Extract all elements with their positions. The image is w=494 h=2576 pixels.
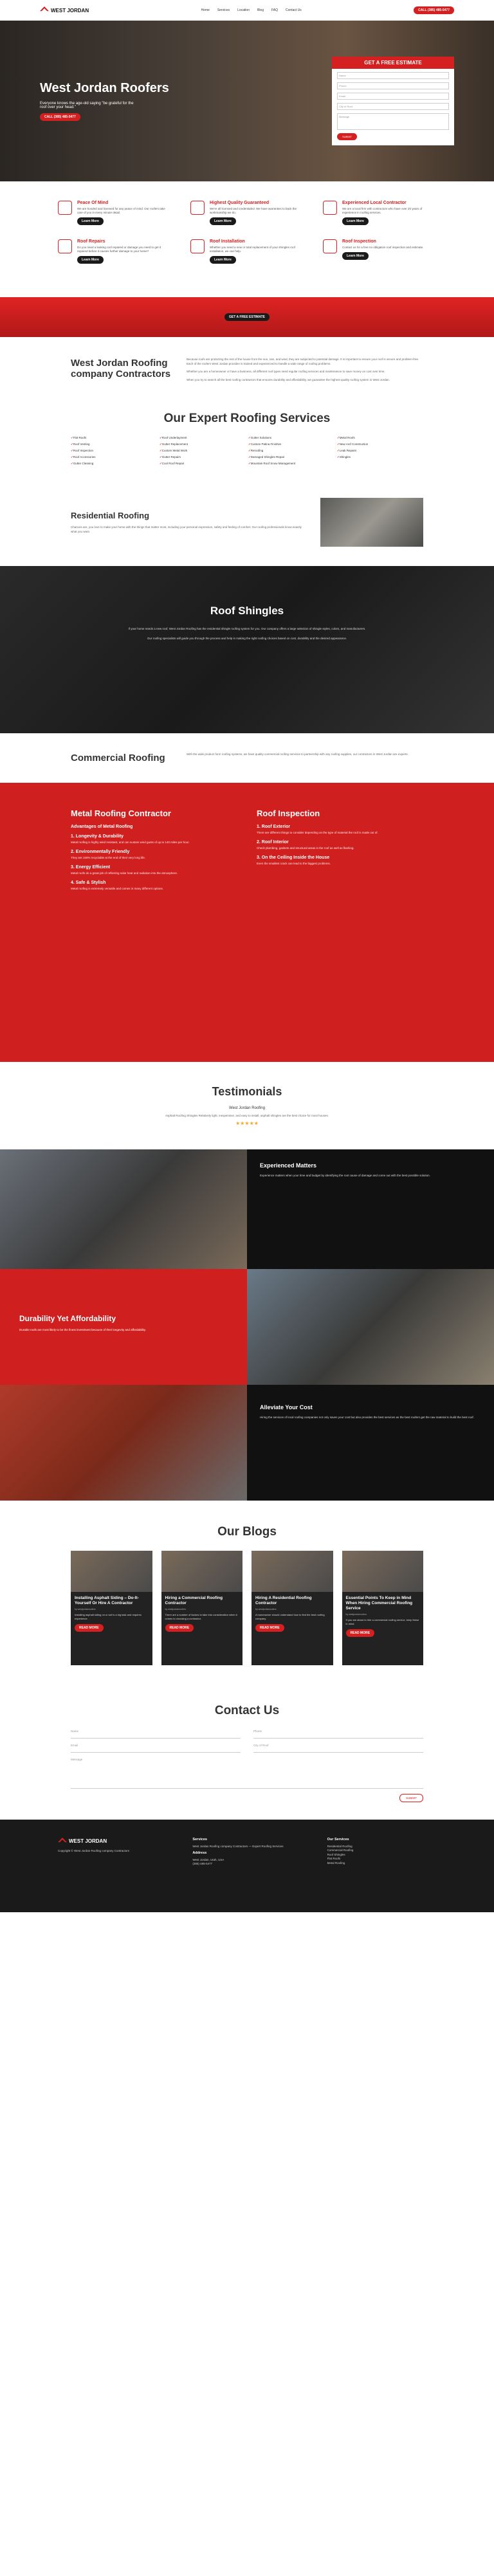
learn-more-button[interactable]: Learn More <box>342 217 369 225</box>
contact-city-field[interactable]: City of Roof <box>253 1744 423 1753</box>
service-item: ✓ Roof Venting <box>71 443 157 446</box>
name-field[interactable]: Name <box>337 72 449 79</box>
commercial-section: Commercial Roofing With the wide product form roofing systems, we have quality commercial roofing services to partnership with any roofing supplies, our contractors in West Jordan are experts. <box>71 753 408 763</box>
intro-title: West Jordan Roofing company Contractors <box>71 358 171 379</box>
intro-section: West Jordan Roofing company Contractors Because roofs are protecting the rest of the house from the sun, rain, and wind, they are subjected to potential damage. It is important to ensure your roof is secure and problem-free. Each of the roofers West Jordan provides is trained and experienced to handle a wide range of roofing problems. Whether you are a homeowner or have a business, all different roof types need regular roofing services and maintenance to save money on cost over time. When you try to search all the best roofing contractors that ensures durability and affordability, we guarantee the highest quality roofing system in West Jordan. <box>0 351 494 405</box>
service-item: ✓ Damaged Shingles Repair <box>248 455 334 459</box>
learn-more-button[interactable]: Learn More <box>210 256 236 264</box>
worker-icon <box>323 201 337 215</box>
hero-title: West Jordan Roofers <box>40 81 169 95</box>
form-title: GET A FREE ESTIMATE <box>332 57 454 69</box>
services-title: Our Expert Roofing Services <box>163 412 331 425</box>
services-section <box>0 405 494 485</box>
read-more-button[interactable]: READ MORE <box>75 1624 104 1632</box>
logo[interactable] <box>40 6 89 14</box>
footer: WEST JORDAN Copyright © West Jordan Roofing company Contractors Services West Jordan Roofing company Contractors — Expert Roofing Services Address West Jordan, Utah, USA (385) 485-5477 Our Services Residential Roofing Commercial Roofing Roof Shingles Flat Roofs Metal Roofing <box>0 1820 494 1912</box>
nav-home[interactable]: Home <box>201 8 210 12</box>
contact-submit-button[interactable]: SUBMIT <box>399 1794 423 1802</box>
phone-field[interactable]: Phone <box>337 82 449 89</box>
blogs-section: Our Blogs Installing Asphalt Siding – Do-It-Yourself Or Hire A Contractor by westjordanroofers Installing asphalt siding on a roof is a big task and requires experience. READ MORE Hiring a Commercial Roofing Contractor by westjordanroofers There are a number of factors to take into consideration when it comes to choosing a contractor. READ MORE Hiring A Residential Roofing Contractor by westjordanroofers A homeowner should understand how to find the best roofing company. READ MORE Essential Points To Keep in Mind When Hiring Commercial Roofing Service by westjordanroofers If you are about to hire a commercial roofing service, keep these in mind. READ MORE <box>0 1501 494 1691</box>
main-nav <box>201 8 302 12</box>
service-item: ✓ Custom Metal Work <box>160 449 246 453</box>
read-more-button[interactable]: READ MORE <box>255 1624 284 1632</box>
service-item: ✓ Mountain Roof Snow Management <box>248 462 334 466</box>
testimonials-section: Testimonials West Jordan Roofing Asphalt Roofing Shingles Relatively light, inexpensive, and easy to install, asphalt shingles are the best choice for most houses. ★★★★★ <box>0 1062 494 1149</box>
brand-name: WEST JORDAN <box>51 7 89 14</box>
roofer-image <box>0 1149 247 1269</box>
read-more-button[interactable]: READ MORE <box>346 1629 375 1637</box>
blog-card[interactable]: Hiring A Residential Roofing Contractor by westjordanroofers A homeowner should understand how to find the best roofing company. READ MORE <box>252 1551 333 1665</box>
roof-logo-icon <box>40 6 49 14</box>
service-item: ✓ Gutter Replacement <box>160 443 246 446</box>
alleviate-section: Alleviate Your Cost Hiring the services of local roofing companies not only saves your cost but also provides the best services as the best roofers get the raw material to build the best roof. <box>0 1385 494 1501</box>
roof-logo-icon <box>58 1838 67 1845</box>
blog-card[interactable]: Hiring a Commercial Roofing Contractor by westjordanroofers There are a number of factors to take into consideration when it comes to choosing a contractor. READ MORE <box>161 1551 243 1665</box>
learn-more-button[interactable]: Learn More <box>210 217 236 225</box>
metal-inspection-section: Metal Roofing Contractor Advantages of Metal Roofing 1. Longevity & Durability Metal roofing is highly wind resistant, and can sustain wind gusts of up to 140 miles per hour. 2. Environmentally Friendly They are 100% recyclable at the end of their very long life. 3. Energy Efficient Metal roofs do a great job of reflecting solar heat and radiation into the atmosphere. 4. Safe & Stylish Metal roofing is extremely versatile and comes in many different options. Roof Inspection 1. Roof Exterior There are different things to consider depending on the type of material the roof is made out of. 2. Roof Interior Check plumbing, gaskets and structural areas in the roof as well as flashing. 3. On the Ceiling Inside the House Even the smallest crack can lead to the biggest problems. <box>0 783 494 1062</box>
nav-faq[interactable]: FAQ <box>271 8 279 12</box>
durability-section: Durability Yet Affordability Durable roofs are most likely to be the finest investment because of their longevity and affordability. <box>0 1269 494 1385</box>
blog-card[interactable]: Installing Asphalt Siding – Do-It-Yourself Or Hire A Contractor by westjordanroofers Installing asphalt siding on a roof is a big task and requires experience. READ MORE <box>71 1551 152 1665</box>
ladder-image <box>247 1269 494 1385</box>
feature-item: Roof Installation Whether you need a new or total replacement of your shingles roof installation, we can help. Learn More <box>190 239 304 264</box>
blog-card[interactable]: Essential Points To Keep in Mind When Hiring Commercial Roofing Service by westjordanroofers If you are about to hire a commercial roofing service, keep these in mind. READ MORE <box>342 1551 424 1665</box>
feature-item: Highest Quality Guaranteed We're all licensed and credentialed. We have warranties to back the workmanship we do. Learn More <box>190 201 304 225</box>
nav-location[interactable]: Location <box>237 8 250 12</box>
badge-icon <box>190 201 205 215</box>
learn-more-button[interactable]: Learn More <box>77 256 104 264</box>
residential-image <box>320 498 423 547</box>
house-icon <box>190 239 205 253</box>
service-item: ✓ Custom Patina Finishes <box>248 443 334 446</box>
rating-stars: ★★★★★ <box>235 1120 259 1126</box>
hero-subtitle: Everyone knows the age-old saying "be grateful for the roof over your head." <box>40 102 134 109</box>
contact-phone-field[interactable]: Phone <box>253 1730 423 1739</box>
feature-item: Experienced Local Contractor We are a local firm with contractors who have over 20 years of experience in roofing services. Learn More <box>323 201 436 225</box>
call-button[interactable]: CALL (385) 485-5477 <box>414 6 454 14</box>
features <box>0 181 494 283</box>
nav-services[interactable]: Services <box>217 8 230 12</box>
footer-link[interactable]: Commercial Roofing <box>327 1849 354 1852</box>
message-field[interactable]: Message <box>337 113 449 130</box>
shield-icon <box>58 201 72 215</box>
city-field[interactable]: City of Roof <box>337 103 449 110</box>
footer-link[interactable]: Flat Roofs <box>327 1857 341 1860</box>
hero <box>0 21 494 181</box>
hero-call-button[interactable]: CALL (385) 485-5477 <box>40 113 80 121</box>
service-item: ✓ Gutter Solutions <box>248 436 334 440</box>
learn-more-button[interactable]: Learn More <box>77 217 104 225</box>
email-field[interactable]: Email <box>337 93 449 100</box>
submit-button[interactable]: SUBMIT <box>337 133 357 140</box>
service-item: ✓ Reroofing <box>248 449 334 453</box>
contact-email-field[interactable]: Email <box>71 1744 241 1753</box>
footer-link[interactable]: Roof Shingles <box>327 1852 345 1856</box>
service-item: ✓ Gutter Cleaning <box>71 462 157 466</box>
service-item: ✓ Shingles <box>337 455 423 459</box>
contact-message-field[interactable]: Message <box>71 1758 423 1789</box>
estimate-form <box>332 57 454 145</box>
contact-section: Contact Us Name Phone Email City of Roof Message SUBMIT <box>0 1691 494 1820</box>
footer-link[interactable]: Metal Roofing <box>327 1861 345 1865</box>
service-item: ✓ Flat Roofs <box>71 436 157 440</box>
estimate-banner <box>0 297 494 337</box>
feature-item: Roof Repairs Do you need a leaking roof repaired or damage you need to get it repaired before it causes further damage to your home? Learn More <box>58 239 171 264</box>
nav-blog[interactable]: Blog <box>257 8 264 12</box>
service-item: ✓ Roof Inspection <box>71 449 157 453</box>
contact-name-field[interactable]: Name <box>71 1730 241 1739</box>
banner-estimate-button[interactable]: GET A FREE ESTIMATE <box>224 313 270 321</box>
shingles-section: Roof Shingles If your home needs a new roof, West Jordan Roofing has the residential shingle roofing system for you. Our company offers a large selection of shingle styles, colors, and manufacturers. Our roofing specialists will guide you through the process and help in making the right roofing choices based on cost, durability and the desired appearance. <box>0 566 494 733</box>
feature-item: Peace Of Mind We are bonded and licensed for any peace of mind. Our roofers take care of you in every minute detail. Learn More <box>58 201 171 225</box>
service-item: ✓ Cool Roof Repair <box>160 462 246 466</box>
experienced-section: Experienced Matters Experience matters when your time and budget by identifying the root cause of damage and come out with the best possible solution. <box>0 1149 494 1269</box>
footer-link[interactable]: Residential Roofing <box>327 1844 352 1848</box>
header <box>0 0 494 21</box>
service-item: ✓ Metal Roofs <box>337 436 423 440</box>
read-more-button[interactable]: READ MORE <box>165 1624 194 1632</box>
service-item: ✓ New roof Construction <box>337 443 423 446</box>
service-item: ✓ Roof Accessories <box>71 455 157 459</box>
hammer-icon <box>58 239 72 253</box>
service-item: ✓ Gutter Repairs <box>160 455 246 459</box>
learn-more-button[interactable]: Learn More <box>342 252 369 260</box>
tile-roof-image <box>0 1385 247 1501</box>
service-item: ✓ Leak Repairs <box>337 449 423 453</box>
nav-contact[interactable]: Contact Us <box>286 8 302 12</box>
services-list <box>71 436 423 466</box>
magnifier-icon <box>323 239 337 253</box>
residential-section: Residential Roofing Chances are, you love to make your home with the things that matter most, including your personal expression, safety and feeling of comfort. Our roofing professionals know exactly what you want. <box>0 485 494 566</box>
feature-item: Roof Inspection Contact us for a free no obligation roof inspection and estimate. Learn More <box>323 239 436 264</box>
service-item: ✓ Roof Underlayment <box>160 436 246 440</box>
